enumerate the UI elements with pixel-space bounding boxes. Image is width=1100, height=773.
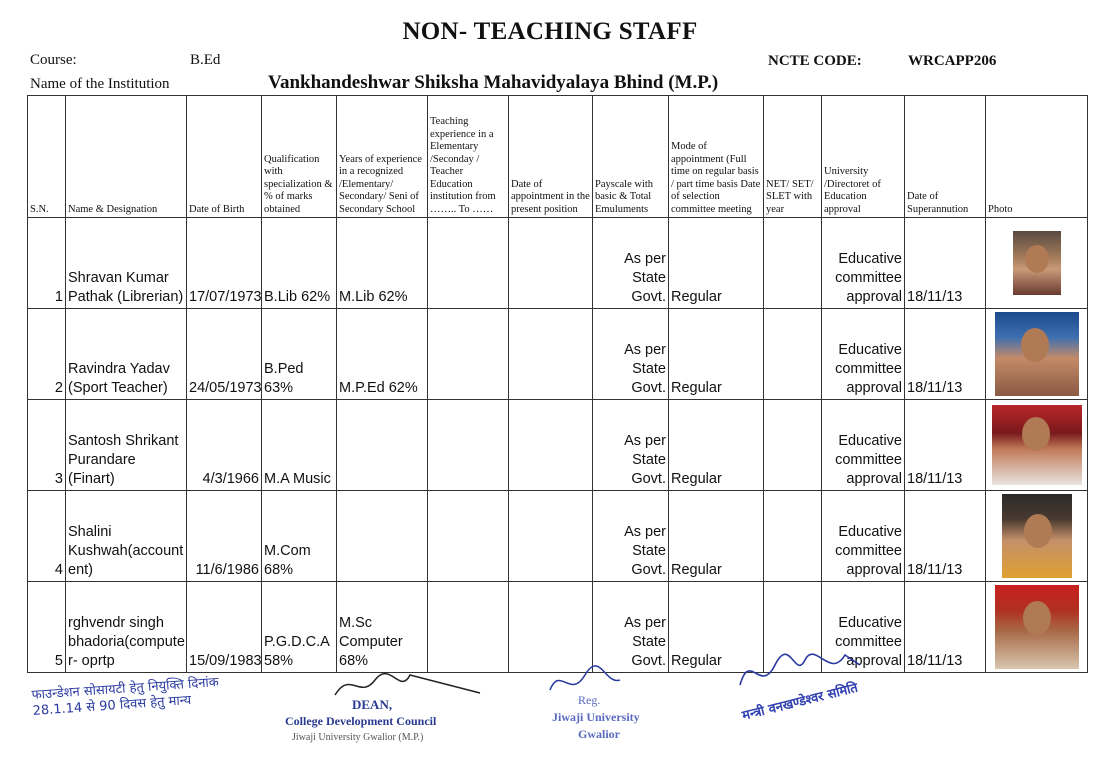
cell-name: rghvendr singh bhadoria(compute r- oprtp — [66, 582, 187, 673]
col-header-teaching: Teaching experience in a Elementary /Seconday / Teacher Education institution from …….. To …… — [428, 96, 509, 218]
cell-net — [764, 218, 822, 309]
page-title: NON- TEACHING STAFF — [402, 18, 698, 45]
cell-mode: Regular — [669, 309, 764, 400]
staff-photo — [1013, 231, 1061, 295]
cell-photo — [986, 491, 1088, 582]
cell-name: Santosh Shrikant Purandare (Finart) — [66, 400, 187, 491]
cell-experience — [337, 491, 428, 582]
cell-appointment-date — [509, 582, 593, 673]
cell-net — [764, 491, 822, 582]
table-row — [28, 491, 1088, 582]
cell-superannuation: 18/11/13 — [905, 218, 986, 309]
cell-teaching — [428, 491, 509, 582]
cell-dob: 17/07/1973 — [187, 218, 262, 309]
cell-name: Shalini Kushwah(account ent) — [66, 491, 187, 582]
cell-approval: Educative committee approval — [822, 491, 905, 582]
cell-photo — [986, 218, 1088, 309]
cell-teaching — [428, 309, 509, 400]
cell-sn: 1 — [28, 218, 66, 309]
table-row — [28, 309, 1088, 400]
table-row — [28, 582, 1088, 673]
col-header-sn: S.N. — [28, 96, 66, 218]
col-header-name: Name & Designation — [66, 96, 187, 218]
staff-photo — [1002, 494, 1072, 578]
course-value: B.Ed — [190, 52, 221, 68]
cell-teaching — [428, 582, 509, 673]
cell-sn: 3 — [28, 400, 66, 491]
cell-experience: M.Lib 62% — [337, 218, 428, 309]
cell-net — [764, 400, 822, 491]
cell-teaching — [428, 218, 509, 309]
cell-payscale: As per State Govt. — [593, 400, 669, 491]
cell-qualification: B.Ped 63% — [262, 309, 337, 400]
cell-payscale: As per State Govt. — [593, 218, 669, 309]
cell-net — [764, 309, 822, 400]
col-header-photo: Photo — [986, 96, 1088, 218]
cell-superannuation: 18/11/13 — [905, 400, 986, 491]
cell-qualification: M.A Music — [262, 400, 337, 491]
col-header-qualification: Qualification with specialization & % of marks obtained — [262, 96, 337, 218]
cell-approval: Educative committee approval — [822, 309, 905, 400]
cell-dob: 11/6/1986 — [187, 491, 262, 582]
cell-approval: Educative committee approval — [822, 218, 905, 309]
col-header-appointment-date: Date of appointment in the present position — [509, 96, 593, 218]
cell-mode: Regular — [669, 400, 764, 491]
col-header-approval: University /Directoret of Education approval — [822, 96, 905, 218]
col-header-net: NET/ SET/ SLET with year — [764, 96, 822, 218]
cell-mode: Regular — [669, 491, 764, 582]
cell-experience — [337, 400, 428, 491]
cell-payscale: As per State Govt. — [593, 582, 669, 673]
cell-photo — [986, 582, 1088, 673]
cell-approval: Educative committee approval — [822, 400, 905, 491]
cell-sn: 4 — [28, 491, 66, 582]
cell-appointment-date — [509, 400, 593, 491]
cell-experience: M.P.Ed 62% — [337, 309, 428, 400]
dean-title: DEAN, — [352, 697, 393, 712]
institution-name: Vankhandeshwar Shiksha Mahavidyalaya Bhind (M.P.) — [268, 72, 719, 93]
cell-dob: 15/09/1983 — [187, 582, 262, 673]
cell-mode: Regular — [669, 582, 764, 673]
cell-dob: 24/05/1973 — [187, 309, 262, 400]
ncte-label: NCTE CODE: — [768, 53, 862, 69]
staff-photo — [995, 585, 1079, 669]
cell-experience: M.Sc Computer 68% — [337, 582, 428, 673]
col-header-dob: Date of Birth — [187, 96, 262, 218]
dean-line: College Development Council — [285, 714, 437, 728]
col-header-experience: Years of experience in a recognized /Elementary/ Secondary/ Seni of Secondary School — [337, 96, 428, 218]
staff-photo — [995, 312, 1079, 396]
cell-mode: Regular — [669, 218, 764, 309]
table-row — [28, 218, 1088, 309]
cell-approval: Educative committee approval — [822, 582, 905, 673]
cell-name: Ravindra Yadav (Sport Teacher) — [66, 309, 187, 400]
cell-photo — [986, 309, 1088, 400]
table-row — [28, 400, 1088, 491]
staff-photo — [992, 405, 1082, 485]
cell-payscale: As per State Govt. — [593, 491, 669, 582]
cell-appointment-date — [509, 309, 593, 400]
cell-teaching — [428, 400, 509, 491]
cell-superannuation: 18/11/13 — [905, 491, 986, 582]
cell-qualification: P.G.D.C.A 58% — [262, 582, 337, 673]
table-header-row — [28, 96, 1088, 218]
col-header-mode: Mode of appointment (Full time on regular basis / part time basis Date of selection committee meeting — [669, 96, 764, 218]
cell-name: Shravan Kumar Pathak (Librerian) — [66, 218, 187, 309]
registrar-line-2: Jiwaji University — [552, 710, 640, 724]
institution-label: Name of the Institution — [30, 76, 170, 92]
cell-sn: 5 — [28, 582, 66, 673]
col-header-superannuation: Date of Superannution — [905, 96, 986, 218]
cell-payscale: As per State Govt. — [593, 309, 669, 400]
cell-sn: 2 — [28, 309, 66, 400]
handwritten-note: फाउन्डेशन सोसायटी हेतु नियुक्ति दिनांक 28.1.14 से 90 दिवस हेतु मान्य — [31, 674, 220, 719]
cell-appointment-date — [509, 218, 593, 309]
cell-qualification: M.Com 68% — [262, 491, 337, 582]
cell-qualification: B.Lib 62% — [262, 218, 337, 309]
registrar-line-1: Reg. — [578, 693, 601, 707]
staff-table — [27, 95, 1088, 673]
cell-appointment-date — [509, 491, 593, 582]
dean-university: Jiwaji University Gwalior (M.P.) — [292, 732, 424, 743]
ncte-value: WRCAPP206 — [908, 53, 997, 69]
secretary-stamp: मन्त्री वनखण्डेश्वर समिति — [740, 680, 860, 724]
cell-superannuation: 18/11/13 — [905, 309, 986, 400]
col-header-payscale: Payscale with basic & Total Emuluments — [593, 96, 669, 218]
registrar-line-3: Gwalior — [578, 727, 620, 741]
cell-superannuation: 18/11/13 — [905, 582, 986, 673]
course-label: Course: — [30, 52, 77, 68]
cell-photo — [986, 400, 1088, 491]
cell-dob: 4/3/1966 — [187, 400, 262, 491]
